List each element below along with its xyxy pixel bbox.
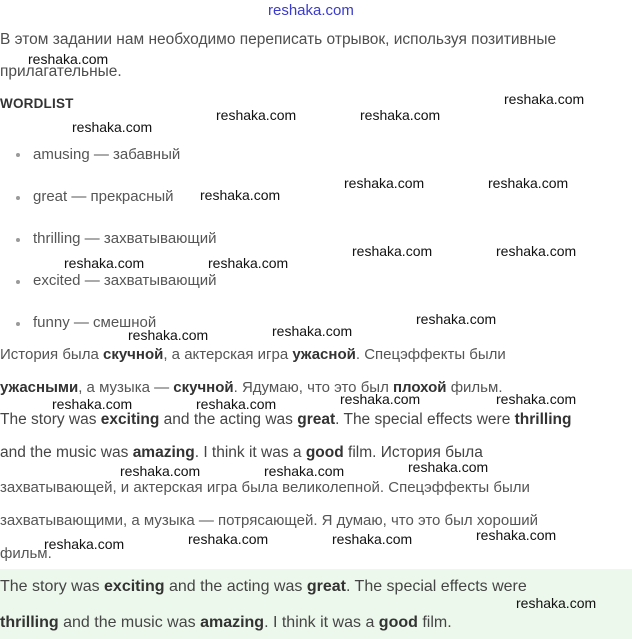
intro-line-1: В этом задании нам необходимо переписать отрывок, используя позитивные	[0, 31, 557, 48]
text-run: , а актерская игра	[163, 346, 293, 363]
wordlist-item: funny — смешной	[33, 314, 157, 331]
watermark: reshaka.com	[344, 175, 425, 191]
bold-word: ужасными	[0, 379, 79, 396]
text-run: . Ядумаю, что это был	[233, 379, 393, 396]
bold-word: thrilling	[0, 614, 59, 631]
text-run: The story was	[0, 578, 105, 595]
text-run: , а музыка —	[78, 379, 174, 396]
watermark: reshaka.com	[264, 463, 345, 479]
bold-word: good	[305, 444, 344, 461]
bold-word: thrilling	[514, 411, 572, 428]
watermark: reshaka.com	[120, 463, 201, 479]
watermark: reshaka.com	[476, 527, 557, 543]
watermark: reshaka.com	[72, 119, 153, 135]
text-run: and the acting was	[159, 411, 298, 428]
watermark-top: reshaka.com	[268, 2, 354, 19]
text-run: История была	[0, 346, 103, 363]
wordlist-item: thrilling — захватывающий	[33, 230, 217, 247]
watermark: reshaka.com	[408, 459, 489, 475]
bold-word: exciting	[104, 578, 165, 595]
text-run: . I think it was a	[194, 444, 306, 461]
text-run: фильм.	[446, 379, 503, 396]
ru-translation-line-1: захватывающей, и актерская игра была великолепной. Спецэффекты были	[0, 479, 530, 496]
bullet-icon	[16, 238, 20, 242]
bold-word: плохой	[393, 379, 447, 396]
text-run: film.	[343, 444, 381, 461]
bold-word: amazing	[132, 444, 195, 461]
text-run: and the acting was	[164, 578, 307, 595]
watermark: reshaka.com	[216, 107, 297, 123]
bold-word: скучной	[102, 346, 164, 363]
watermark: reshaka.com	[496, 391, 577, 407]
watermark: reshaka.com	[516, 595, 597, 611]
intro-line-2: прилагательные.	[0, 63, 122, 80]
text-run: and the music was	[0, 444, 133, 461]
watermark: reshaka.com	[188, 531, 269, 547]
bold-word: great	[306, 578, 346, 595]
text-run: and the music was	[58, 614, 201, 631]
watermark: reshaka.com	[64, 255, 145, 271]
ru-original-line-2	[0, 379, 502, 396]
watermark: reshaka.com	[128, 327, 209, 343]
wordlist-item: excited — захватывающий	[33, 272, 217, 289]
watermark: reshaka.com	[504, 91, 585, 107]
text-run: . The special effects were	[335, 411, 515, 428]
bullet-icon	[16, 196, 20, 200]
watermark: reshaka.com	[28, 51, 109, 67]
watermark: reshaka.com	[488, 175, 569, 191]
en-answer-1-line-1	[0, 411, 571, 429]
text-run: film.	[417, 614, 452, 631]
text-run: . Спецэффекты были	[355, 346, 506, 363]
watermark: reshaka.com	[272, 323, 353, 339]
watermark: reshaka.com	[416, 311, 497, 327]
text-run: . The special effects were	[345, 578, 527, 595]
watermark: reshaka.com	[332, 531, 413, 547]
wordlist-item: amusing — забавный	[33, 146, 181, 163]
watermark: reshaka.com	[352, 243, 433, 259]
en-answer-2-line-1	[0, 578, 527, 596]
bold-word: exciting	[100, 411, 160, 428]
ru-translation-line-2: захватывающими, а музыка — потрясающей. Я думаю, что это был хороший	[0, 512, 538, 529]
watermark: reshaka.com	[200, 187, 281, 203]
bold-word: скучной	[173, 379, 234, 396]
watermark: reshaka.com	[44, 536, 125, 552]
text-run: . I think it was a	[264, 614, 379, 631]
ru-translation-line-3: фильм.	[0, 545, 52, 562]
wordlist-item: great — прекрасный	[33, 188, 174, 205]
text-run: The story was	[0, 411, 101, 428]
bold-word: great	[297, 411, 336, 428]
watermark: reshaka.com	[52, 396, 133, 412]
text-run: История была	[380, 444, 483, 461]
watermark: reshaka.com	[208, 255, 289, 271]
bold-word: amazing	[200, 614, 265, 631]
bold-word: ужасной	[292, 346, 356, 363]
bullet-icon	[16, 153, 20, 157]
bullet-icon	[16, 322, 20, 326]
watermark: reshaka.com	[196, 396, 277, 412]
watermark: reshaka.com	[340, 391, 421, 407]
ru-original-line-1	[0, 346, 506, 363]
bullet-icon	[16, 280, 20, 284]
bold-word: good	[378, 614, 418, 631]
watermark: reshaka.com	[496, 243, 577, 259]
wordlist-heading: WORDLIST	[0, 96, 74, 111]
watermark: reshaka.com	[360, 107, 441, 123]
en-answer-2-line-2	[0, 614, 452, 632]
